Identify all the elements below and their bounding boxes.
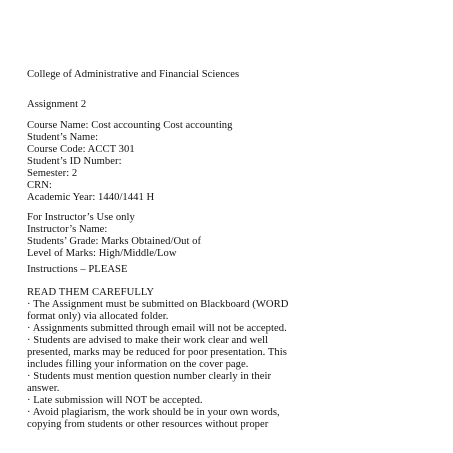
instruction-line: · Students are advised to make their work clear and well — [27, 335, 269, 346]
instructor-use-line: For Instructor’s Use only — [27, 212, 135, 223]
instruction-line: · The Assignment must be submitted on Blackboard (WORD — [27, 299, 289, 310]
instructor-name-line: Instructor’s Name: — [27, 224, 108, 235]
instruction-line: format only) via allocated folder. — [27, 311, 169, 322]
instruction-line: copying from students or other resources without proper — [27, 419, 269, 430]
semester-line: Semester: 2 — [27, 168, 78, 179]
instruction-line: presented, marks may be reduced for poor presentation. This — [27, 347, 287, 358]
student-id-line: Student’s ID Number: — [27, 156, 122, 167]
instructions-heading: Instructions – PLEASE — [27, 264, 128, 275]
crn-line: CRN: — [27, 180, 52, 191]
instruction-line: · Students must mention question number clearly in their — [27, 371, 272, 382]
course-name-line: Course Name: Cost accounting Cost accounting — [27, 120, 233, 131]
instruction-line: · Late submission will NOT be accepted. — [27, 395, 203, 406]
student-name-line: Student’s Name: — [27, 132, 99, 143]
instruction-line: · Assignments submitted through email will not be accepted. — [27, 323, 287, 334]
read-carefully-heading: READ THEM CAREFULLY — [27, 287, 155, 298]
assignment-title: Assignment 2 — [27, 99, 87, 110]
students-grade-line: Students’ Grade: Marks Obtained/Out of — [27, 236, 202, 247]
instruction-line: includes filling your information on the cover page. — [27, 359, 249, 370]
instruction-line: · Avoid plagiarism, the work should be in your own words, — [27, 407, 280, 418]
instruction-line: answer. — [27, 383, 60, 394]
level-of-marks-line: Level of Marks: High/Middle/Low — [27, 248, 177, 259]
course-code-line: Course Code: ACCT 301 — [27, 144, 135, 155]
academic-year-line: Academic Year: 1440/1441 H — [27, 192, 155, 203]
college-heading: College of Administrative and Financial Sciences — [27, 69, 240, 80]
